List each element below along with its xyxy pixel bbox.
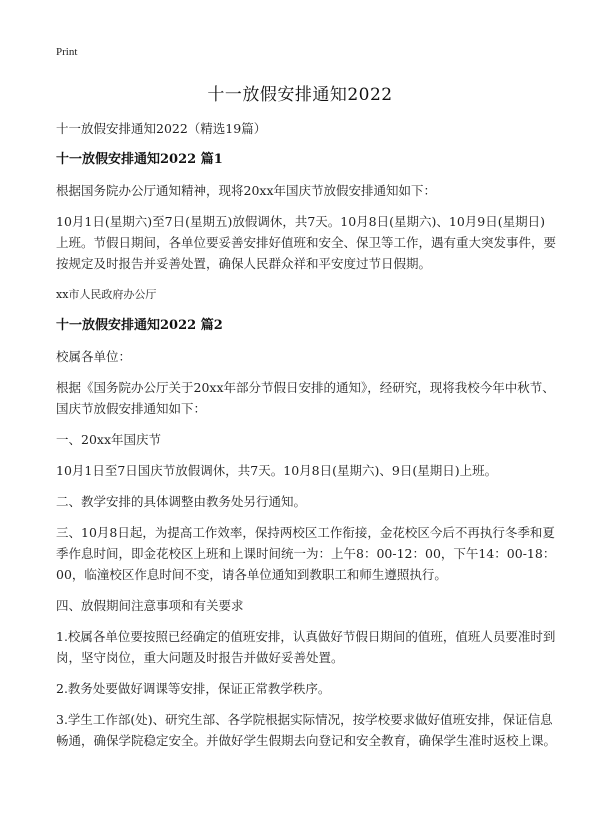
paragraph-signature: xx市人民政府办公厅 bbox=[56, 288, 157, 301]
paragraph: 校属各单位： bbox=[56, 349, 132, 364]
paragraph: 根据《国务院办公厅关于20xx年部分节假日安排的通知》，经研究，现将我校今年中秋节、国庆节放假安排通知如下： bbox=[56, 380, 555, 416]
section-heading-1: 十一放假安排通知2022 篇1 bbox=[56, 152, 223, 167]
paragraph: 2.教务处要做好调课等安排，保证正常教学秩序。 bbox=[56, 681, 331, 696]
paragraph: 1.校属各单位要按照已经确定的值班安排，认真做好节假日期间的值班，值班人员要准时到岗，坚守岗位，重大问题及时报告并做好妥善处置。 bbox=[56, 629, 556, 665]
paragraph: 二、教学安排的具体调整由教务处另行通知。 bbox=[56, 494, 307, 509]
section-heading-2: 十一放假安排通知2022 篇2 bbox=[56, 318, 223, 333]
document-body bbox=[56, 118, 556, 761]
paragraph: 三、10月8日起，为提高工作效率，保持两校区工作衔接，金花校区今后不再执行冬季和夏季作息时间，即金花校区上班和上课时间统一为：上午8：00-12：00，下午14：00-18：00，临潼校区作息时间不变，请各单位通知到教职工和师生遵照执行。 bbox=[56, 525, 556, 582]
print-label: Print bbox=[56, 46, 78, 58]
paragraph: 一、20xx年国庆节 bbox=[56, 432, 162, 447]
paragraph: 10月1日至7日国庆节放假调休，共7天。10月8日(星期六)、9日(星期日)上班。 bbox=[56, 463, 498, 478]
paragraph-subtitle: 十一放假安排通知2022（精选19篇） bbox=[56, 121, 267, 136]
paragraph: 四、放假期间注意事项和有关要求 bbox=[56, 598, 244, 613]
document-title: 十一放假安排通知2022 bbox=[207, 85, 393, 105]
paragraph: 3.学生工作部(处)、研究生部、各学院根据实际情况，按学校要求做好值班安排，保证信息畅通，确保学院稳定安全。并做好学生假期去向登记和安全教育，确保学生准时返校上课。 bbox=[56, 712, 557, 748]
paragraph: 10月1日(星期六)至7日(星期五)放假调休，共7天。10月8日(星期六)、10月9日(星期日)上班。节假日期间，各单位要妥善安排好值班和安全、保卫等工作，遇有重大突发事件，要按规定及时报告并妥善处置，确保人民群众祥和平安度过节日假期。 bbox=[56, 214, 557, 271]
paragraph: 根据国务院办公厅通知精神，现将20xx年国庆节放假安排通知如下： bbox=[56, 183, 437, 198]
